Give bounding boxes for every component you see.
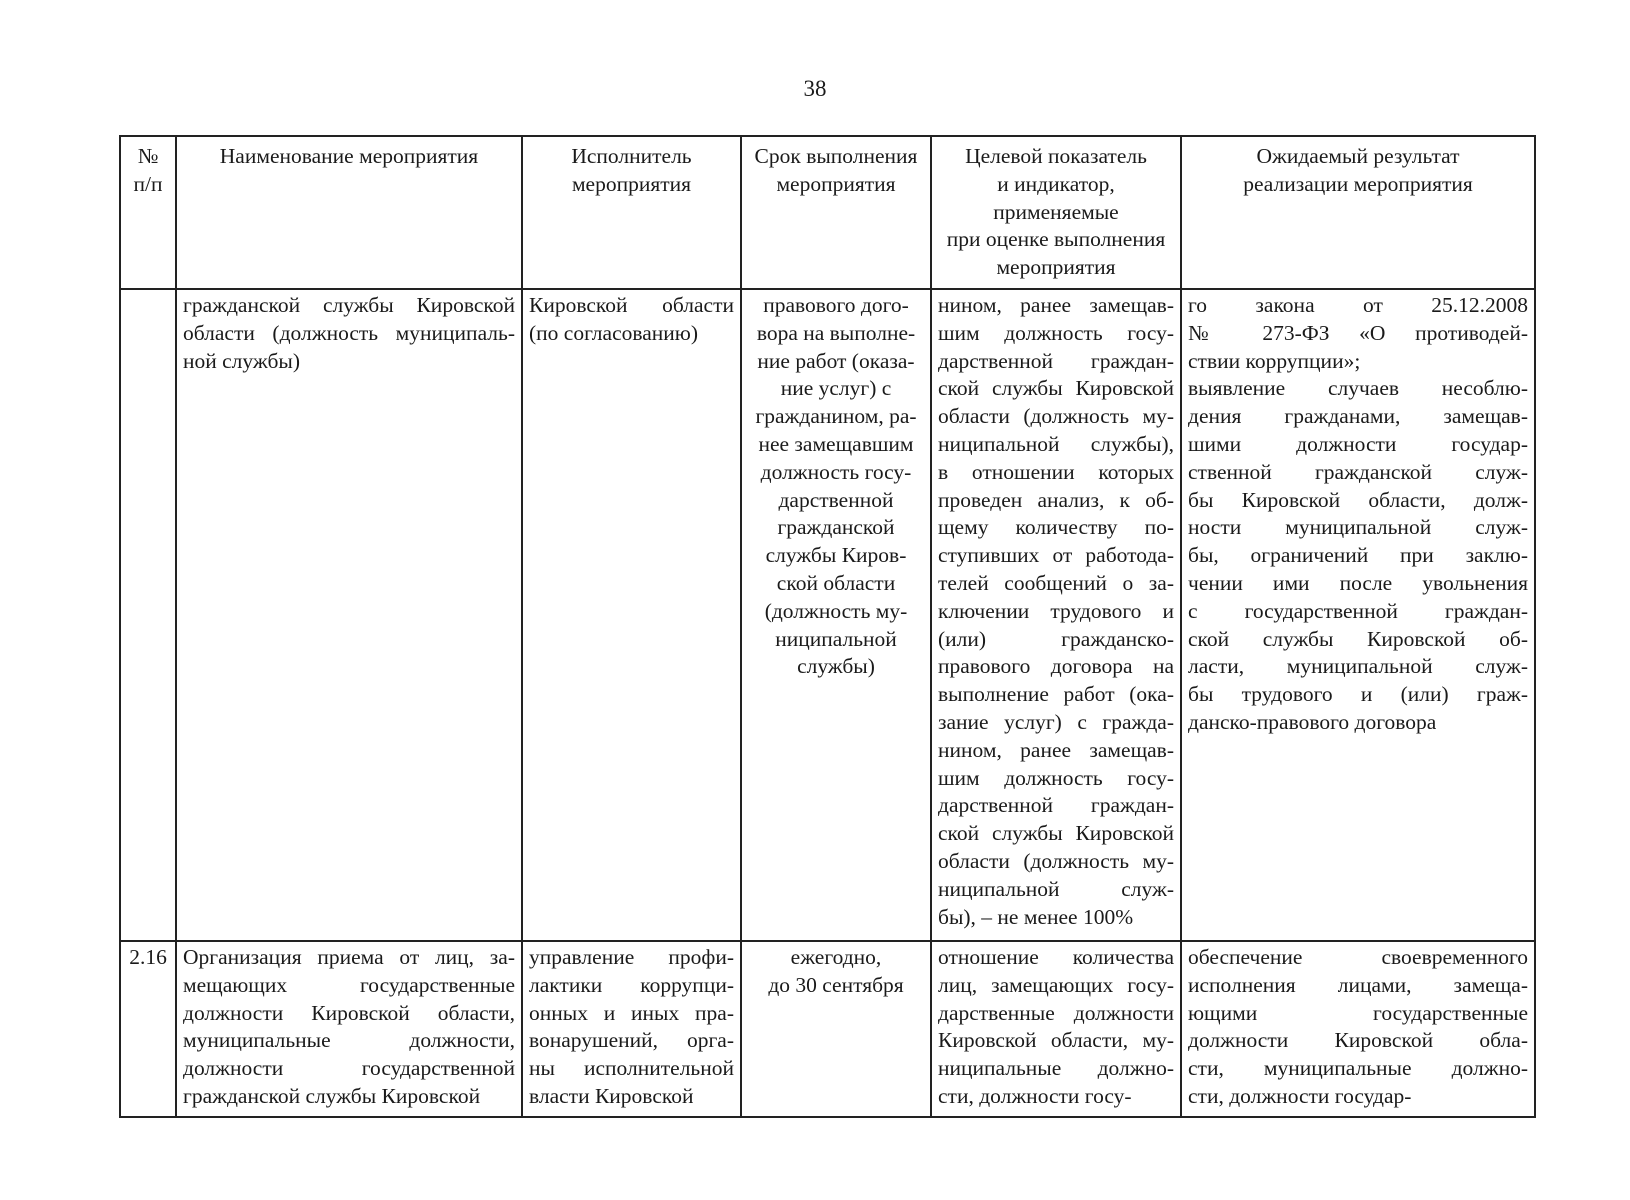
cell-line: онных и иных пра- (529, 1000, 734, 1025)
cell-line: вора на выполне- (756, 320, 916, 345)
cell-num (120, 289, 176, 941)
cell-num: 2.16 (120, 941, 176, 1117)
cell-line: чении ими после увольнения (1188, 570, 1528, 595)
header-result (1181, 136, 1535, 289)
cell-line: ской службы Кировской (938, 376, 1174, 401)
cell-line: шими должности государ- (1188, 431, 1528, 456)
cell-line: мещающих государственные (183, 972, 515, 997)
cell-line: ственной гражданской служ- (1188, 459, 1528, 484)
cell-line: ниципальной служ- (938, 876, 1174, 901)
cell-result (1181, 289, 1535, 941)
cell-line: ствии коррупции»; (1188, 348, 1361, 373)
cell-line: муниципальные должности, (183, 1028, 515, 1053)
header-executor (522, 136, 741, 289)
cell-line: Кировской области, му- (938, 1028, 1174, 1053)
header-deadline (741, 136, 931, 289)
cell-indicator (931, 289, 1181, 941)
cell-deadline (741, 941, 931, 1117)
cell-line: лиц, замещающих госу- (938, 972, 1174, 997)
cell-line: нее замещавшим (758, 431, 914, 456)
cell-name (176, 941, 522, 1117)
cell-deadline (741, 289, 931, 941)
cell-line: должности Кировской обла- (1188, 1028, 1528, 1053)
cell-executor (522, 289, 741, 941)
cell-line: отношение количества (938, 945, 1174, 969)
cell-line: ступивших от работода- (938, 543, 1174, 568)
cell-line: гражданином, ра- (755, 404, 917, 429)
cell-line: обеспечение своевременного (1188, 945, 1528, 969)
header-line: при оценке выполнения (946, 227, 1166, 252)
cell-executor (522, 941, 741, 1117)
cell-line: телей сообщений о за- (938, 570, 1174, 595)
header-line: мероприятия (571, 171, 692, 196)
cell-line: бы, ограничений при заклю- (1188, 543, 1528, 568)
cell-line: до 30 сентября (768, 972, 904, 997)
cell-line: должности государственной (183, 1056, 515, 1081)
table-row (120, 289, 1535, 941)
cell-line: в отношении которых (938, 459, 1174, 484)
cell-indicator (931, 941, 1181, 1117)
cell-line: бы трудового и (или) граж- (1188, 682, 1528, 707)
cell-line: с государственной граждан- (1188, 598, 1528, 623)
cell-line: ской службы Кировской об- (1188, 626, 1528, 651)
cell-line: щему количеству по- (938, 515, 1174, 540)
cell-line: шим должность госу- (938, 320, 1174, 345)
cell-line: проведен анализ, к об- (938, 487, 1174, 512)
header-name (176, 136, 522, 289)
cell-line: гражданской (777, 515, 895, 540)
cell-line: Организация приема от лиц, за- (183, 945, 515, 969)
cell-line: области (должность муниципаль- (183, 320, 515, 345)
cell-line: (по согласованию) (529, 320, 699, 345)
header-line: и индикатор, (997, 171, 1115, 196)
cell-line: службы Киров- (765, 543, 907, 568)
cell-line: (должность му- (764, 598, 908, 623)
header-line: реализации мероприятия (1243, 171, 1473, 196)
cell-line: выявление случаев несоблю- (1188, 376, 1528, 401)
header-line: Срок выполнения (754, 144, 918, 168)
table-row (120, 941, 1535, 1117)
header-line: Исполнитель (571, 144, 692, 168)
cell-line: го закона от 25.12.2008 (1188, 293, 1528, 317)
cell-line: должности Кировской области, (183, 1000, 515, 1025)
header-line: п/п (133, 171, 163, 196)
header-num (120, 136, 176, 289)
cell-line: данско-правового договора (1188, 709, 1437, 734)
header-line: применяемые (993, 199, 1119, 224)
page-number: 38 (803, 76, 827, 101)
header-indicator (931, 136, 1181, 289)
cell-line: должность госу- (760, 459, 912, 484)
cell-line: ниципальной службы), (938, 431, 1174, 456)
cell-line: лактики коррупци- (529, 972, 734, 997)
header-line: мероприятия (996, 255, 1116, 280)
cell-line: ющими государственные (1188, 1000, 1528, 1025)
cell-line: № 273-ФЗ «О противодей- (1188, 320, 1528, 345)
cell-line: вонарушений, орга- (529, 1028, 734, 1053)
cell-line: гражданской службы Кировской (183, 293, 515, 317)
cell-line: правового дого- (763, 293, 909, 317)
cell-line: ности муниципальной служ- (1188, 515, 1528, 540)
cell-line: нином, ранее замещав- (938, 293, 1174, 317)
cell-line: Кировской области (529, 293, 734, 317)
cell-line: дарственной граждан- (938, 348, 1174, 373)
cell-line: сти, муниципальные должно- (1188, 1056, 1528, 1081)
cell-line: шим должность госу- (938, 765, 1174, 790)
cell-line: сти, должности госу- (938, 1083, 1132, 1108)
cell-line: исполнения лицами, замеща- (1188, 972, 1528, 997)
cell-line: ние работ (оказа- (757, 348, 915, 373)
header-line: № (137, 144, 159, 168)
cell-line: (или) гражданско- (938, 626, 1174, 651)
cell-line: ключении трудового и (938, 598, 1174, 623)
cell-line: зание услуг) с гражда- (938, 709, 1174, 734)
cell-name (176, 289, 522, 941)
cell-line: гражданской службы Кировской (183, 1083, 481, 1108)
cell-line: бы), – не менее 100% (938, 904, 1134, 929)
cell-line: выполнение работ (ока- (938, 682, 1174, 707)
cell-line: нином, ранее замещав- (938, 737, 1174, 762)
cell-line: ние услуг) с (780, 376, 892, 401)
cell-line: области (должность му- (938, 404, 1174, 429)
cell-line: ной службы) (183, 348, 300, 373)
cell-line: дарственной граждан- (938, 793, 1174, 818)
cell-line: управление профи- (529, 945, 734, 969)
cell-line: дения гражданами, замещав- (1188, 404, 1528, 429)
cell-result (1181, 941, 1535, 1117)
cell-line: ны исполнительной (529, 1056, 734, 1081)
cell-line: ниципальной (775, 626, 897, 651)
cell-line: правового договора на (938, 654, 1174, 679)
cell-line: ежегодно, (790, 945, 882, 969)
cell-line: ской службы Кировской (938, 821, 1174, 846)
cell-line: ласти, муниципальной служ- (1188, 654, 1528, 679)
cell-line: сти, должности государ- (1188, 1083, 1412, 1108)
cell-line: бы Кировской области, долж- (1188, 487, 1528, 512)
cell-line: власти Кировской (529, 1083, 694, 1108)
activity-table (119, 135, 1536, 1118)
cell-line: ской области (776, 570, 896, 595)
header-line: Наименование мероприятия (219, 144, 479, 168)
table-header-row (120, 136, 1535, 289)
cell-line: ниципальные должно- (938, 1056, 1174, 1081)
header-line: мероприятия (776, 171, 896, 196)
cell-line: области (должность му- (938, 848, 1174, 873)
cell-line: службы) (797, 654, 875, 679)
header-line: Ожидаемый результат (1256, 144, 1460, 168)
cell-line: дарственной (778, 487, 894, 512)
header-line: Целевой показатель (965, 144, 1147, 168)
cell-line: дарственные должности (938, 1000, 1174, 1025)
